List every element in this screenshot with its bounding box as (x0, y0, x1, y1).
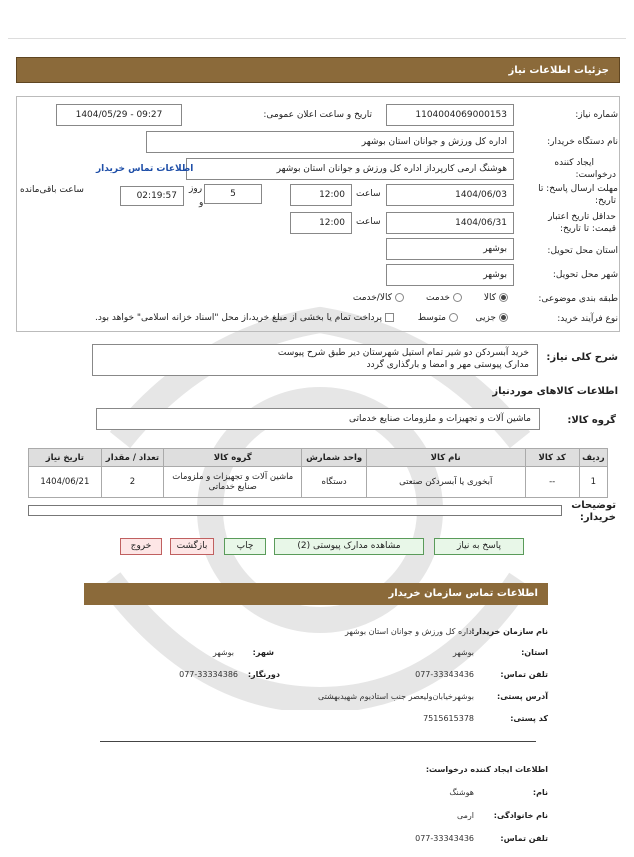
contact-address-value: بوشهرخیابان‌ولیعصر جنب استادیوم شهیدبهشتی (317, 692, 474, 701)
day-label: روز (189, 184, 203, 194)
deadline-label-line2: تاریخ: (595, 196, 616, 206)
requester-phone-label: تلفن تماس: (500, 834, 548, 843)
contact-org-label: نام سازمان خریدار: (471, 627, 548, 636)
goods-group-label: گروه کالا: (567, 415, 616, 426)
need-number-label: شماره نیاز: (575, 110, 618, 120)
announce-date-field: 1404/05/29 - 09:27 (56, 104, 182, 126)
creator-label-line1: ایجاد کننده (554, 158, 594, 168)
validity-date-field: 1404/06/31 (386, 212, 514, 234)
deadline-time-field: 12:00 (290, 184, 352, 206)
deadline-date-field: 1404/06/03 (386, 184, 514, 206)
reply-button[interactable]: پاسخ به نیاز (434, 538, 524, 555)
page-header (16, 57, 620, 83)
category-option-service[interactable]: خدمت (426, 293, 462, 303)
goods-section-title: اطلاعات کالاهای موردنیاز (492, 386, 618, 397)
and-label: و (199, 198, 204, 208)
buyer-org-field: اداره کل ورزش و جوانان استان بوشهر (146, 131, 514, 153)
requester-section-title: اطلاعات ایجاد کننده درخواست: (425, 765, 548, 774)
radio-checked-icon (499, 313, 508, 322)
validity-label-line2: قیمت: تا تاریخ: (560, 224, 616, 234)
contact-fax-label: دورنگار: (247, 670, 280, 679)
contact-fax-value: 077-33334386 (179, 670, 238, 679)
contact-province-value: بوشهر (452, 648, 474, 657)
requester-family-label: نام خانوادگی: (493, 811, 548, 820)
contact-postal-value: 7515615378 (423, 714, 474, 723)
contact-province-label: استان: (521, 648, 548, 657)
buyer-notes-field (28, 505, 562, 516)
page-title: جزئیات اطلاعات نیاز (508, 65, 609, 76)
goods-table-header (29, 449, 608, 467)
validity-time-label: ساعت (356, 217, 381, 227)
cell-group: ماشین آلات و تجهیزات و ملزومات صنایع خدماتی (164, 467, 302, 498)
col-row: ردیف (579, 449, 607, 467)
cell-need-date: 1404/06/21 (29, 467, 102, 498)
process-option-medium[interactable]: متوسط (418, 313, 458, 323)
city-field: بوشهر (386, 264, 514, 286)
process-option-partial[interactable]: جزیی (475, 313, 508, 323)
buyer-contact-link[interactable]: اطلاعات تماس خریدار (96, 164, 194, 174)
announce-date-label: تاریخ و ساعت اعلان عمومی: (263, 110, 372, 120)
category-option-goods[interactable]: کالا (484, 293, 508, 303)
contact-city-label: شهر: (252, 648, 274, 657)
buyer-notes-label: توضیحات خریدار: (571, 500, 616, 523)
remaining-time-field: 02:19:57 (120, 186, 184, 206)
creator-label-line2: درخواست: (575, 170, 616, 180)
province-label: استان محل تحویل: (547, 246, 618, 256)
contact-org-value: اداره کل ورزش و جوانان استان بوشهر (344, 627, 474, 636)
need-number-field: 1104004069000153 (386, 104, 514, 126)
cell-quantity: 2 (101, 467, 163, 498)
description-line-1: خرید آبسردکن دو شیر تمام استیل شهرستان دیر طبق شرح پیوست (277, 348, 529, 358)
contact-phone-label: تلفن تماس: (500, 670, 548, 679)
col-unit: واحد شمارش (302, 449, 366, 467)
deadline-label-line1: مهلت ارسال پاسخ: تا (538, 184, 618, 194)
remaining-label: ساعت باقی‌مانده (20, 185, 84, 195)
back-button[interactable]: بازگشت (170, 538, 214, 555)
top-divider (8, 38, 626, 39)
requester-name-value: هوشنگ (449, 788, 474, 797)
description-label: شرح کلی نیاز: (546, 352, 618, 363)
checkbox-icon (385, 313, 394, 322)
buyer-org-label: نام دستگاه خریدار: (547, 137, 618, 147)
exit-button[interactable]: خروج (120, 538, 162, 555)
contact-divider (100, 741, 536, 742)
radio-icon (449, 313, 458, 322)
col-need-date: تاریخ نیاز (29, 449, 102, 467)
cell-row: 1 (579, 467, 607, 498)
contact-phone-value: 077-33343436 (415, 670, 474, 679)
requester-family-value: ارمی (456, 811, 474, 820)
description-line-2: مدارک پیوستی مهر و امضا و بارگذاری گردد (366, 360, 529, 370)
radio-icon (395, 293, 404, 302)
contact-city-value: بوشهر (212, 648, 234, 657)
col-code: کد کالا (525, 449, 579, 467)
print-button[interactable]: چاپ (224, 538, 266, 555)
contact-section-header: اطلاعات تماس سازمان خریدار (84, 583, 548, 605)
process-label: نوع فرآیند خرید: (557, 314, 618, 324)
col-name: نام کالا (366, 449, 525, 467)
goods-group-field: ماشین آلات و تجهیزات و ملزومات صنایع خدماتی (96, 408, 540, 430)
city-label: شهر محل تحویل: (552, 270, 618, 280)
radio-checked-icon (499, 293, 508, 302)
province-field: بوشهر (386, 238, 514, 260)
contact-address-label: آدرس پستی: (497, 692, 548, 701)
col-group: گروه کالا (164, 449, 302, 467)
goods-table (28, 448, 608, 498)
cell-name: آبخوری یا آبسردکن صنعتی (366, 467, 525, 498)
radio-icon (453, 293, 462, 302)
description-box (92, 344, 538, 376)
category-label: طبقه بندی موضوعی: (538, 294, 618, 304)
validity-time-field: 12:00 (290, 212, 352, 234)
category-option-goods-service[interactable]: کالا/خدمت (353, 293, 404, 303)
requester-name-label: نام: (532, 788, 548, 797)
days-left-field: 5 (204, 184, 262, 204)
treasury-payment-option[interactable]: پرداخت تمام یا بخشی از مبلغ خرید،از محل "اسناد خزانه اسلامی" خواهد بود. (95, 313, 394, 323)
creator-field: هوشنگ ارمی کارپرداز اداره کل ورزش و جوانان استان بوشهر (186, 158, 514, 180)
table-row (29, 467, 608, 498)
col-quantity: تعداد / مقدار (101, 449, 163, 467)
contact-postal-label: کد پستی: (510, 714, 548, 723)
cell-code: -- (525, 467, 579, 498)
requester-phone-value: 077-33343436 (415, 834, 474, 843)
validity-label-line1: حداقل تاریخ اعتبار (548, 212, 616, 222)
attachments-button[interactable]: مشاهده مدارک پیوستی (2) (274, 538, 424, 555)
cell-unit: دستگاه (302, 467, 366, 498)
deadline-time-label: ساعت (356, 189, 381, 199)
